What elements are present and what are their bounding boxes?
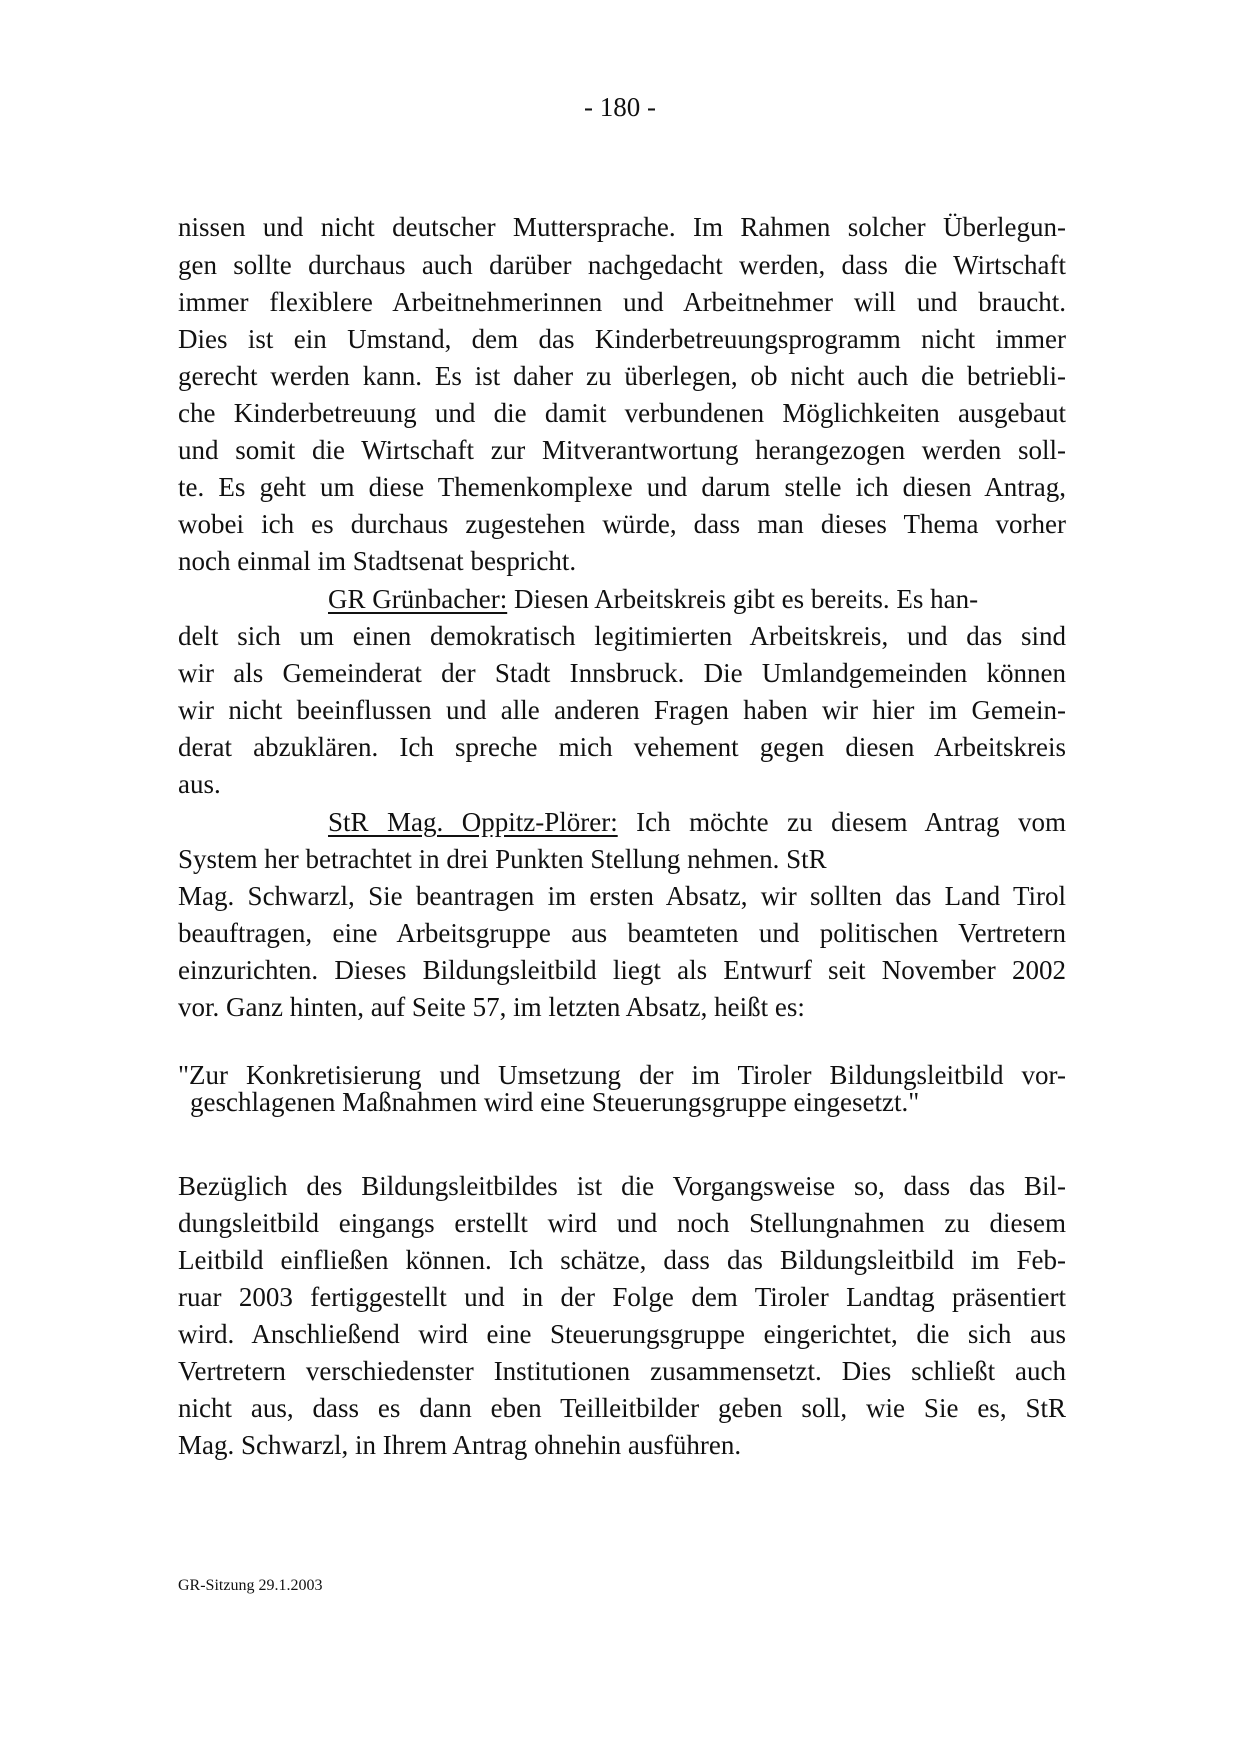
speaker-line	[178, 805, 1066, 839]
page-number: - 180 -	[584, 92, 656, 122]
text-line: gerecht werden kann. Es ist daher zu überlegen, ob nicht auch die betriebli-	[178, 361, 1066, 391]
text-line: Mag. Schwarzl, Sie beantragen im ersten Absatz, wir sollten das Land Tirol	[178, 881, 1066, 911]
text-line: Mag. Schwarzl, in Ihrem Antrag ohnehin ausführen.	[178, 1430, 742, 1460]
text-line: einzurichten. Dieses Bildungsleitbild liegt als Entwurf seit November 2002	[178, 955, 1066, 985]
text-line: te. Es geht um diese Themenkomplexe und darum stelle ich diesen Antrag,	[178, 472, 1066, 502]
text-line: delt sich um einen demokratisch legitimierten Arbeitskreis, und das sind	[178, 621, 1066, 651]
text-line: wir als Gemeinderat der Stadt Innsbruck. Die Umlandgemeinden können	[178, 658, 1066, 688]
text-line: Vertretern verschiedenster Institutionen zusammensetzt. Dies schließt auch	[178, 1356, 1066, 1386]
speaker-name: StR Mag. Oppitz-Plörer:	[328, 807, 618, 837]
text-line: dungsleitbild eingangs erstellt wird und noch Stellungnahmen zu diesem	[178, 1208, 1066, 1238]
text-line: immer flexiblere Arbeitnehmerinnen und Arbeitnehmer will und braucht.	[178, 287, 1066, 317]
footer: GR-Sitzung 29.1.2003	[178, 1577, 323, 1594]
text-line: beauftragen, eine Arbeitsgruppe aus beamteten und politischen Vertretern	[178, 918, 1066, 948]
text-line: Bezüglich des Bildungsleitbildes ist die Vorgangsweise so, dass das Bil-	[178, 1171, 1066, 1201]
speaker-line	[178, 582, 1038, 616]
text-line: wobei ich es durchaus zugestehen würde, dass man dieses Thema vorher	[178, 509, 1066, 539]
text-line: ruar 2003 fertiggestellt und in der Folge dem Tiroler Landtag präsentiert	[178, 1282, 1066, 1312]
text-line: aus.	[178, 769, 221, 799]
text-line: System her betrachtet in drei Punkten Stellung nehmen. StR	[178, 844, 827, 874]
text-line: und somit die Wirtschaft zur Mitverantwortung herangezogen werden soll-	[178, 435, 1066, 465]
quote-line: "Zur Konkretisierung und Umsetzung der im Tiroler Bildungsleitbild vor-	[178, 1060, 1066, 1090]
text-line: vor. Ganz hinten, auf Seite 57, im letzten Absatz, heißt es:	[178, 992, 805, 1022]
text-line: Leitbild einfließen können. Ich schätze, dass das Bildungsleitbild im Feb-	[178, 1245, 1066, 1275]
text-line: che Kinderbetreuung und die damit verbundenen Möglichkeiten ausgebaut	[178, 398, 1066, 428]
text-line: derat abzuklären. Ich spreche mich vehement gegen diesen Arbeitskreis	[178, 732, 1066, 762]
text-line: Dies ist ein Umstand, dem das Kinderbetreuungsprogramm nicht immer	[178, 324, 1066, 354]
text-line: wird. Anschließend wird eine Steuerungsgruppe eingerichtet, die sich aus	[178, 1319, 1066, 1349]
speaker-name: GR Grünbacher:	[328, 584, 508, 614]
text-line: gen sollte durchaus auch darüber nachgedacht werden, dass die Wirtschaft	[178, 250, 1066, 280]
text-line: wir nicht beeinflussen und alle anderen Fragen haben wir hier im Gemein-	[178, 695, 1066, 725]
text-line: noch einmal im Stadtsenat bespricht.	[178, 546, 577, 576]
quote-line: geschlagenen Maßnahmen wird eine Steuerungsgruppe eingesetzt."	[190, 1087, 920, 1117]
speaker-text: Ich möchte zu diesem Antrag vom	[617, 807, 1066, 837]
text-line: nicht aus, dass es dann eben Teilleitbilder geben soll, wie Sie es, StR	[178, 1393, 1066, 1423]
speaker-text: Diesen Arbeitskreis gibt es bereits. Es han-	[507, 584, 979, 614]
text-line: nissen und nicht deutscher Muttersprache. Im Rahmen solcher Überlegun-	[178, 212, 1066, 242]
